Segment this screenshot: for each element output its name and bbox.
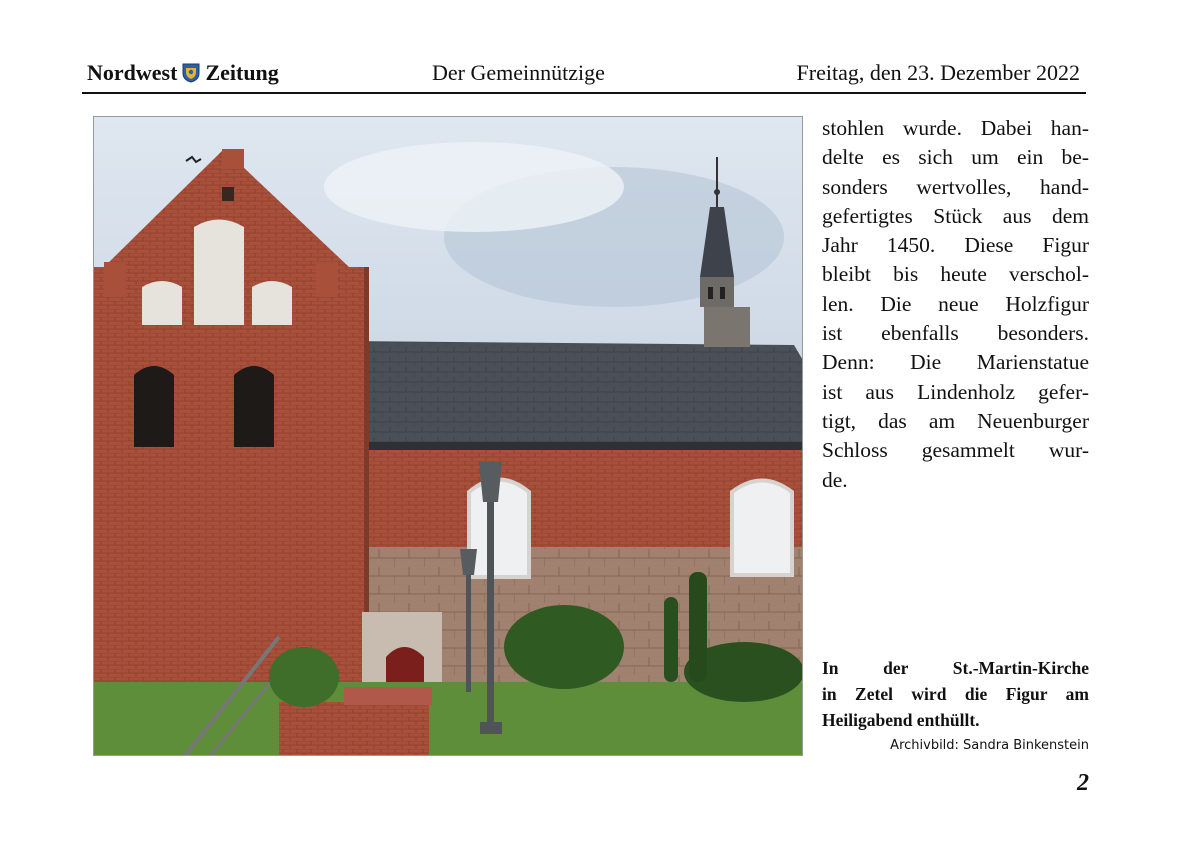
newspaper-brand	[87, 60, 279, 86]
article-line: Jahr 1450. Diese Figur	[822, 233, 1089, 258]
article-line: Denn: Die Marienstatue	[822, 350, 1089, 375]
article-line: Schloss gesammelt wur-	[822, 438, 1089, 463]
brand-name-left: Nordwest	[87, 60, 178, 85]
article-body	[822, 114, 1089, 495]
caption-line: In der St.-Martin-Kirche	[822, 658, 1089, 678]
page-number: 2	[1077, 770, 1089, 796]
article-line: de.	[822, 467, 848, 492]
coat-of-arms-icon	[182, 63, 200, 83]
church-photo	[93, 116, 803, 756]
article-line: len. Die neue Holzfigur	[822, 291, 1089, 316]
article-line: tigt, das am Neuenburger	[822, 408, 1089, 433]
page-header	[82, 56, 1086, 94]
article-line: ist ebenfalls besonders.	[822, 321, 1089, 346]
caption-line: in Zetel wird die Figur am	[822, 684, 1089, 704]
caption-line: Heiligabend enthüllt.	[822, 710, 980, 730]
article-line: delte es sich um ein be-	[822, 145, 1089, 170]
article-line: stohlen wurde. Dabei han-	[822, 116, 1089, 140]
article-line: sonders wertvolles, hand-	[822, 174, 1089, 199]
issue-date: Freitag, den 23. Dezember 2022	[796, 60, 1080, 85]
photo-caption	[822, 655, 1089, 733]
church-illustration	[94, 117, 803, 756]
article-line: gefertigtes Stück aus dem	[822, 203, 1089, 228]
photo-credit: Archivbild: Sandra Binkenstein	[890, 738, 1089, 753]
section-title: Der Gemeinnützige	[432, 60, 605, 85]
article-line: ist aus Lindenholz gefer-	[822, 379, 1089, 404]
article-line: bleibt bis heute verschol-	[822, 262, 1089, 287]
brand-name-right: Zeitung	[205, 60, 279, 85]
